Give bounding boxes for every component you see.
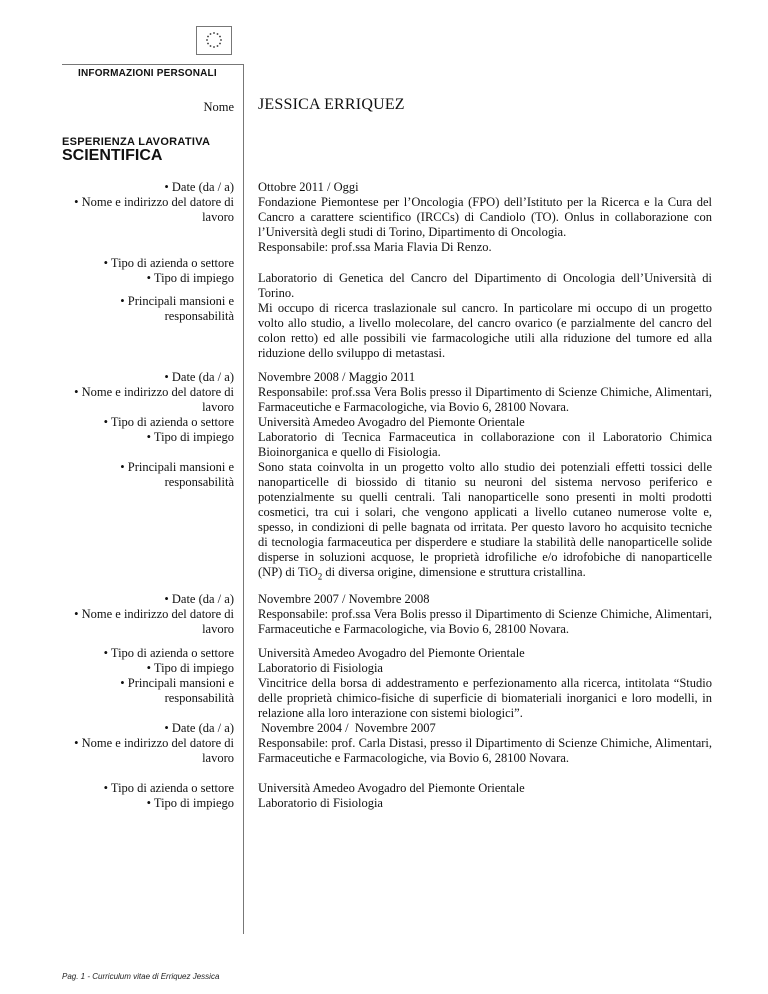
page-footer: Pag. 1 - Curriculum vitae di Erriquez Jessica [62,972,220,981]
entry1-labels-3: • Principali mansioni e responsabilità [120,294,234,323]
header-divider [62,64,243,65]
eu-flag-logo [196,26,232,55]
entry1-content [258,180,712,255]
personal-info-heading: INFORMAZIONI PERSONALI [78,68,217,79]
entry3-duties: Vincitrice della borsa di addestramento e perfezionamento alla ricerca, intitolata “Studio delle proprietà chimico-fisiche di superficie di biomateriali inorganici e loro modelli, in relazione alla loro interazione con sistemi biologici”. [258,676,712,720]
name-value: JESSICA ERRIQUEZ [258,96,405,113]
entry1-content-2 [258,271,712,361]
entry3-content-2 [258,646,712,721]
entry3-labels-2: • Tipo di azienda o settore • Tipo di impiego • Principali mansioni e responsabilità [103,646,234,705]
entry2-sector: Università Amedeo Avogadro del Piemonte Orientale [258,415,525,429]
entry1-labels-2: • Tipo di azienda o settore • Tipo di impiego [103,256,234,285]
entry3-date: Novembre 2007 / Novembre 2008 [258,592,430,606]
entry2-job-type: Laboratorio di Tecnica Farmaceutica in collaborazione con il Laboratorio Chimica Bioinorganica e quello di Fisiologia. [258,430,712,459]
entry1-labels: • Date (da / a) • Nome e indirizzo del datore di lavoro [74,180,234,224]
entry1-manager: Responsabile: prof.ssa Maria Flavia Di Renzo. [258,240,492,254]
entry3-content [258,592,712,637]
entry4-content-2 [258,781,712,811]
entry4-labels: • Date (da / a) • Nome e indirizzo del datore di lavoro [74,721,234,765]
name-label: Nome [203,100,234,114]
entry4-content [258,721,712,766]
entry2-duties: Sono stata coinvolta in un progetto volto allo studio dei potenziali effetti tossici delle nanoparticelle di biossido di titanio su neuroni del sistema nervoso periferico e potenzialmente su quelli centrali. Tali nanoparticelle sono presenti in molti prodotti cosmetici, tra cui i solari, che vengono applicati a livello cutaneo numerose volte e, spesso, in condizioni di pelle bagnata od irritata. Per questo lavoro ho acquisito tecniche di tecnologia farmaceutica per disperdere e studiare la stabilità delle nanoparticelle solide disperse in soluzioni acquose, le proprietà idrofiliche e/o idrofobiche di nanoparticelle (NP) di TiO$_2$ di diversa origine, dimensione e struttura cristallina. [258,460,712,582]
entry3-labels: • Date (da / a) • Nome e indirizzo del datore di lavoro [74,592,234,636]
section-heading: ESPERIENZA LAVORATIVA SCIENTIFICA [62,136,211,164]
entry4-sector: Università Amedeo Avogadro del Piemonte Orientale [258,781,525,795]
entry2-date: Novembre 2008 / Maggio 2011 [258,370,416,384]
entry4-employer: Responsabile: prof. Carla Distasi, presso il Dipartimento di Scienze Chimiche, Alimentari, Farmaceutiche e Farmacologiche, via Bovio 6, 28100 Novara. [258,736,712,765]
column-divider [243,64,244,934]
entry3-job-type: Laboratorio di Fisiologia [258,661,383,675]
entry4-labels-2: • Tipo di azienda o settore • Tipo di impiego [103,781,234,810]
entry2-employer: Responsabile: prof.ssa Vera Bolis presso il Dipartimento di Scienze Chimiche, Alimentari, Farmaceutiche e Farmacologiche, via Bovio 6, 28100 Novara. [258,385,712,414]
entry1-date: Ottobre 2011 / Oggi [258,180,359,194]
entry1-employer: Fondazione Piemontese per l’Oncologia (FPO) dell’Istituto per la Ricerca e la Cura del Cancro a carattere scientifico (IRCCs) di Candiolo (TO). Onlus in collaborazione con l’Università degli studi di Torino, Dipartimento di Oncologia. [258,195,712,239]
eu-stars-icon [197,27,231,54]
entry2-labels-2: • Principali mansioni e responsabilità [120,460,234,489]
entry3-sector: Università Amedeo Avogadro del Piemonte Orientale [258,646,525,660]
entry1-job-type: Laboratorio di Genetica del Cancro del Dipartimento di Oncologia dell’Università di Torino. [258,271,712,300]
entry1-duties: Mi occupo di ricerca traslazionale sul cancro. In particolare mi occupo di un progetto volto allo studio, a livello molecolare, del cancro ovarico (e parzialmente del cancro del colon retto) ed alle possibili vie farmacologiche utili alla riduzione del tumore ed alla riduzione dello sviluppo di metastasi. [258,301,712,360]
entry3-employer: Responsabile: prof.ssa Vera Bolis presso il Dipartimento di Scienze Chimiche, Alimentari, Farmaceutiche e Farmacologiche, via Bovio 6, 28100 Novara. [258,607,712,636]
entry2-content [258,370,712,585]
entry2-labels: • Date (da / a) • Nome e indirizzo del datore di lavoro • Tipo di azienda o settore • Tipo di impiego [74,370,234,444]
entry4-date: Novembre 2004 / Novembre 2007 [258,721,436,735]
entry4-job-type: Laboratorio di Fisiologia [258,796,383,810]
